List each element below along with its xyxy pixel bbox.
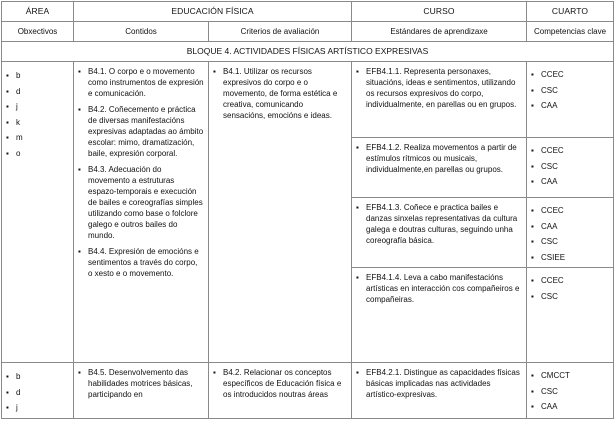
table-row — [2, 363, 614, 419]
competence-item: ▪ CCEC — [541, 275, 613, 291]
standard-item: ▪ EFB4.1.1. Representa personaxes, situacións, ideas e sentimentos, utilizando os recursos expresivos do corpo, individualmente, en parellas ou en grupos. — [366, 66, 522, 110]
competence-item: ▪ CAA — [541, 401, 613, 417]
col-header-criteria: Criterios de avaliación — [209, 22, 352, 42]
objective-item: ▪ o — [16, 148, 73, 164]
table-row — [2, 62, 614, 138]
competences-cell — [527, 268, 614, 363]
objectives-cell — [2, 62, 74, 363]
competence-item: ▪ CSIEE — [541, 252, 613, 268]
criteria-cell — [209, 62, 352, 363]
competences-cell — [527, 138, 614, 198]
competence-item: ▪ CSC — [541, 386, 613, 402]
col-header-standards: Estándares de aprendizaxe — [352, 22, 527, 42]
standard-cell — [352, 138, 527, 198]
competence-item: ▪ CMCCT — [541, 370, 613, 386]
competences-cell — [527, 363, 614, 419]
competence-item: ▪ CAA — [541, 100, 613, 116]
objective-item: ▪ k — [16, 117, 73, 133]
objective-item: ▪ j — [16, 402, 73, 418]
block-title-row — [2, 42, 614, 62]
objectives-cell — [2, 363, 74, 419]
column-headers-row — [2, 22, 614, 42]
content-item: ▪ B4.4. Expresión de emocións e sentimentos a través do corpo, o xesto e o movemento. — [88, 246, 204, 279]
standard-cell — [352, 363, 527, 419]
subject-title: EDUCACIÓN FÍSICA — [74, 2, 352, 22]
contents-cell — [74, 62, 209, 363]
objective-item: ▪ b — [16, 371, 73, 387]
objective-item: ▪ b — [16, 70, 73, 86]
content-item: ▪ B4.5. Desenvolvemento das habilidades motrices básicas, participando en — [88, 367, 204, 400]
objective-item: ▪ j — [16, 101, 73, 117]
contents-cell — [74, 363, 209, 419]
course-value: CUARTO — [527, 2, 614, 22]
criteria-cell — [209, 363, 352, 419]
competence-item: ▪ CSC — [541, 291, 613, 307]
block-title: BLOQUE 4. ACTIVIDADES FÍSICAS ARTÍSTICO EXPRESIVAS — [2, 42, 614, 62]
competence-item: ▪ CSC — [541, 85, 613, 101]
standard-item: ▪ EFB4.1.3. Coñece e practica bailes e danzas sinxelas representativas da cultura galega e doutras culturas, seguindo unha coreografía básica. — [366, 202, 522, 246]
standard-cell — [352, 268, 527, 363]
standard-cell — [352, 198, 527, 268]
competence-item: ▪ CCEC — [541, 145, 613, 161]
competence-item: ▪ CAA — [541, 221, 613, 237]
competences-cell — [527, 62, 614, 138]
standard-item: ▪ EFB4.1.4. Leva a cabo manifestacións artísticas en interacción cos compañeiros e compañeiras. — [366, 272, 522, 305]
objective-item: ▪ d — [16, 387, 73, 403]
standard-item: ▪ EFB4.2.1. Distingue as capacidades físicas básicas implicadas nas actividades artístico-expresivas. — [366, 367, 522, 400]
standard-item: ▪ EFB4.1.2. Realiza movementos a partir de estímulos rítmicos ou musicais, individualmente,en parellas ou grupos. — [366, 142, 522, 175]
content-item: ▪ B4.3. Adecuación do movemento a estruturas espazo-temporais e execución de bailes e coreografías simples utilizando como base o folclore galego e outros bailes do mundo. — [88, 164, 204, 241]
area-label: ÁREA — [2, 2, 74, 22]
competences-cell — [527, 198, 614, 268]
criterion-item: ▪ B4.1. Utilizar os recursos expresivos do corpo e o movemento, de forma estética e creativa, comunicando sensacións, emocións e ideas. — [223, 66, 347, 121]
competence-item: ▪ CSC — [541, 236, 613, 252]
header-row — [2, 2, 614, 22]
col-header-objectives: Obxectivos — [2, 22, 74, 42]
col-header-contents: Contidos — [74, 22, 209, 42]
objective-item: ▪ d — [16, 86, 73, 102]
curriculum-table — [1, 1, 614, 419]
competence-item: ▪ CAA — [541, 176, 613, 192]
criterion-item: ▪ B4.2. Relacionar os conceptos específicos de Educación física e os introducidos noutras áreas — [223, 367, 347, 400]
course-label: CURSO — [352, 2, 527, 22]
content-item: ▪ B4.2. Coñecemento e práctica de diversas manifestacións expresivas adaptadas ao ámbito escolar: mimo, dramatización, baile, expresión corporal. — [88, 104, 204, 159]
standard-cell — [352, 62, 527, 138]
objective-item: ▪ m — [16, 132, 73, 148]
competence-item: ▪ CSC — [541, 161, 613, 177]
col-header-competences: Competencias clave — [527, 22, 614, 42]
content-item: ▪ B4.1. O corpo e o movemento como instrumentos de expresión e comunicación. — [88, 66, 204, 99]
competence-item: ▪ CCEC — [541, 205, 613, 221]
competence-item: ▪ CCEC — [541, 69, 613, 85]
